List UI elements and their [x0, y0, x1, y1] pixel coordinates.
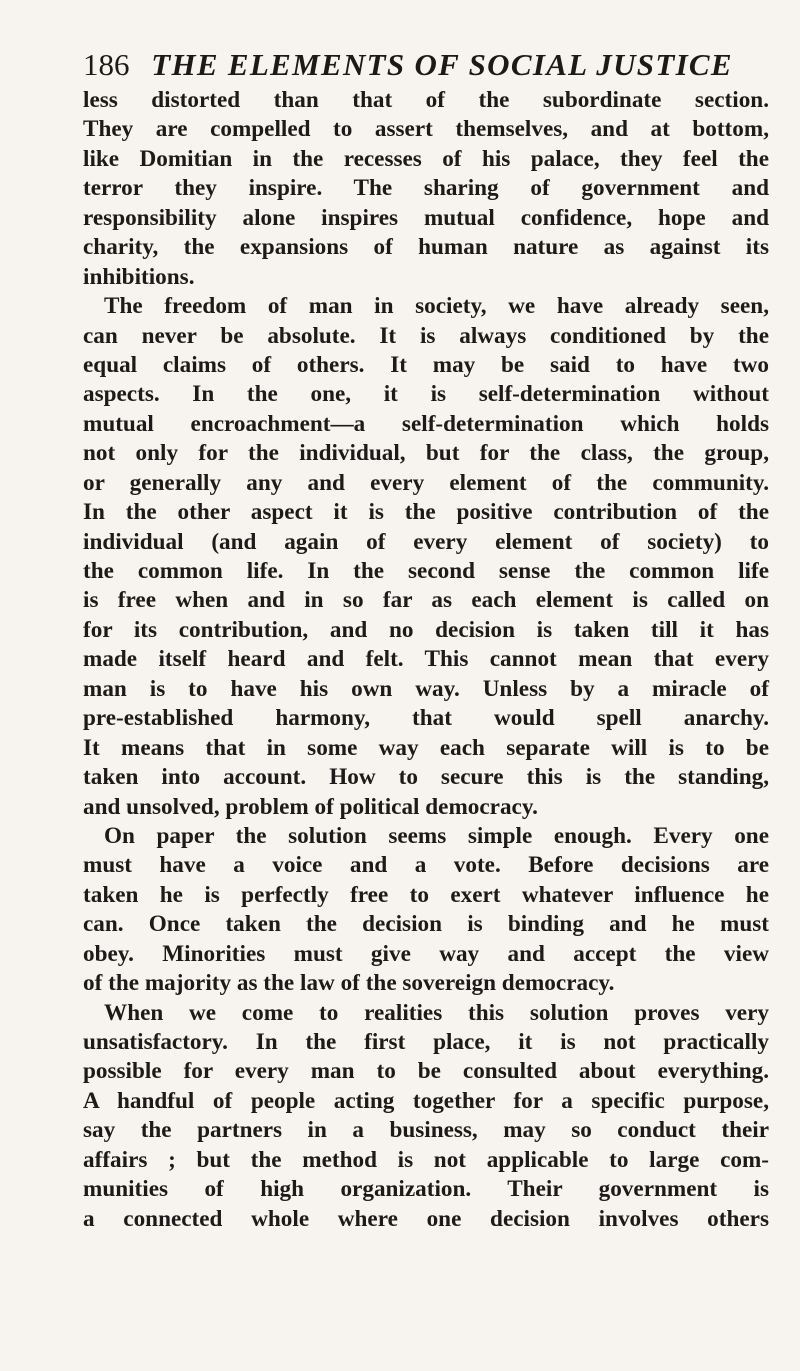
text-line: equal claims of others. It may be said to have two: [83, 351, 769, 378]
text-line: pre-established harmony, that would spell anarchy.: [83, 705, 769, 732]
text-line: of the majority as the law of the sovereign democracy.: [83, 970, 615, 997]
text-line: obey. Minorities must give way and accept the view: [83, 940, 769, 967]
running-header: [83, 47, 733, 87]
text-line: like Domitian in the recesses of his palace, they feel the: [83, 145, 769, 172]
text-line: When we come to realities this solution proves very: [104, 999, 769, 1026]
text-line: not only for the individual, but for the class, the group,: [83, 440, 769, 467]
body-text: [83, 86, 769, 1234]
text-line: made itself heard and felt. This cannot mean that every: [83, 646, 769, 673]
text-line: or generally any and every element of the community.: [83, 469, 769, 496]
text-line: and unsolved, problem of political democracy.: [83, 793, 538, 820]
text-line: inhibitions.: [83, 263, 195, 290]
text-line: mutual encroachment—a self-determination which holds: [83, 410, 769, 437]
text-line: taken he is perfectly free to exert whatever influence he: [83, 881, 769, 908]
text-line: a connected whole where one decision involves others: [83, 1205, 769, 1232]
running-title: THE ELEMENTS OF SOCIAL JUSTICE: [151, 47, 733, 82]
text-line: charity, the expansions of human nature as against its: [83, 234, 769, 261]
text-line: individual (and again of every element of society) to: [83, 528, 769, 555]
text-line: is free when and in so far as each element is called on: [83, 587, 769, 614]
text-line: for its contribution, and no decision is taken till it has: [83, 616, 769, 643]
text-line: affairs ; but the method is not applicable to large com-: [83, 1146, 769, 1173]
text-line: possible for every man to be consulted about everything.: [83, 1058, 769, 1085]
text-line: aspects. In the one, it is self-determination without: [83, 381, 769, 408]
text-line: can never be absolute. It is always conditioned by the: [83, 322, 769, 349]
text-line: A handful of people acting together for a specific purpose,: [83, 1087, 769, 1114]
text-line: responsibility alone inspires mutual confidence, hope and: [83, 204, 769, 231]
text-line: say the partners in a business, may so conduct their: [83, 1117, 769, 1144]
text-line: terror they inspire. The sharing of government and: [83, 175, 769, 202]
text-line: taken into account. How to secure this is the standing,: [83, 764, 769, 791]
text-line: On paper the solution seems simple enough. Every one: [104, 822, 769, 849]
text-line: must have a voice and a vote. Before decisions are: [83, 852, 769, 879]
text-line: The freedom of man in society, we have already seen,: [104, 293, 769, 320]
text-line: man is to have his own way. Unless by a miracle of: [83, 675, 769, 702]
text-line: unsatisfactory. In the first place, it is not practically: [83, 1029, 769, 1055]
text-line: In the other aspect it is the positive contribution of the: [83, 499, 769, 526]
text-line: can. Once taken the decision is binding and he must: [83, 911, 769, 938]
text-line: the common life. In the second sense the common life: [83, 558, 769, 584]
text-line: munities of high organization. Their government is: [83, 1176, 769, 1203]
text-line: They are compelled to assert themselves, and at bottom,: [83, 116, 769, 143]
page-number: 186: [83, 47, 130, 82]
text-line: It means that in some way each separate will is to be: [83, 734, 769, 761]
text-line: less distorted than that of the subordinate section.: [83, 87, 769, 113]
